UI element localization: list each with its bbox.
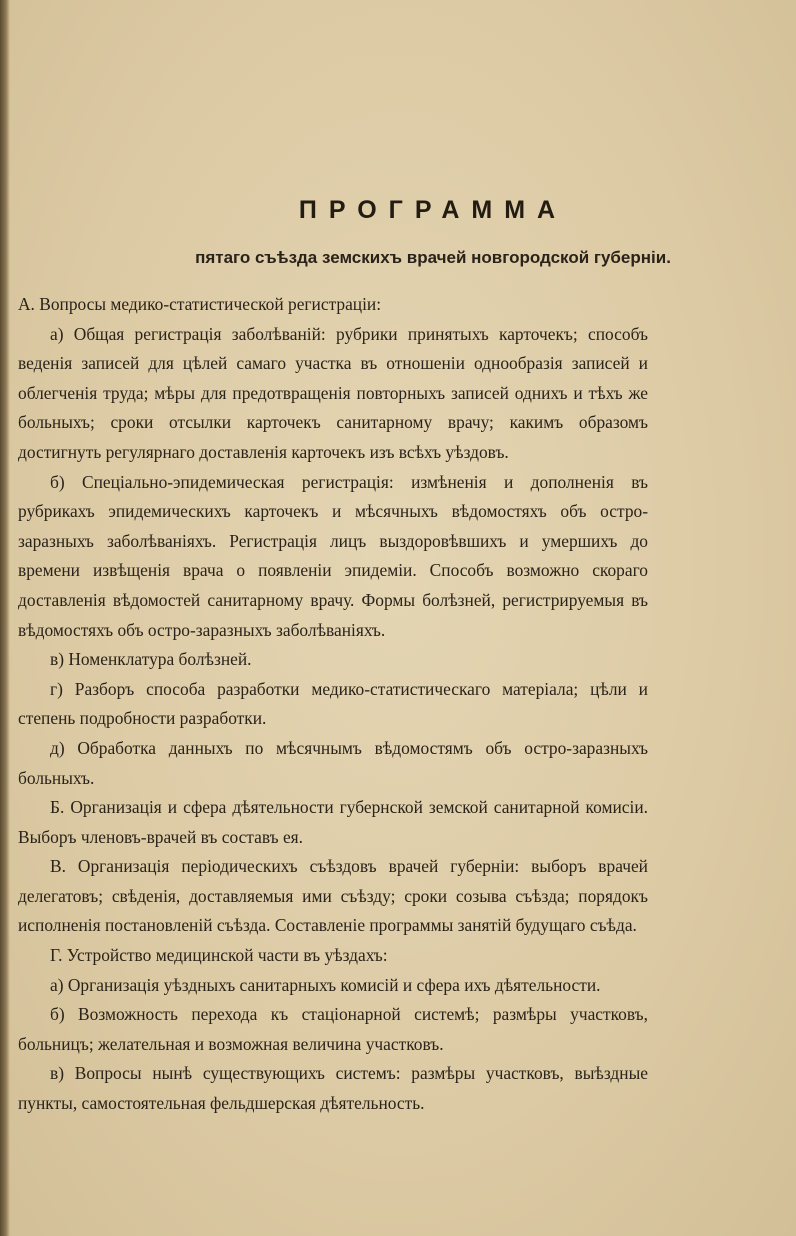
document-title: ПРОГРАММА (298, 196, 568, 224)
section-g-item-b: б) Возможность перехода къ стаціонарной системѣ; размѣры участковъ, больницъ; желательная и возможная величина участковъ. (18, 1004, 648, 1054)
section-a-item-a: а) Общая регистрація заболѣваній: рубрики принятыхъ карточекъ; способъ веденія записей для цѣлей самаго участка въ отношеніи однообразія записей и облегченія труда; мѣры для предотвращенія повторныхъ записей однихъ и тѣхъ же больныхъ; сроки отсылки карточекъ санитарному врачу; какимъ образомъ достигнуть регулярнаго доставленія карточекъ изъ всѣхъ уѣздовъ. (18, 323, 648, 462)
section-a-item-v: в) Номенклатура болѣзней. (50, 649, 252, 670)
program-body (18, 290, 648, 1119)
section-a-item-g: г) Разборъ способа разработки медико-статистическаго матеріала; цѣли и степень подробности разработки. (18, 678, 648, 729)
section-g-item-a: а) Организація уѣздныхъ санитарныхъ комисій и сфера ихъ дѣятельности. (50, 974, 601, 995)
section-b: Б. Организація и сфера дѣятельности губернской земской санитарной комисіи. Выборъ членовъ-врачей въ составъ ея. (18, 797, 648, 847)
section-a-heading: А. Вопросы медико-статистической регистраціи: (18, 294, 382, 314)
binding-edge (0, 0, 10, 1236)
section-g-heading: Г. Устройство медицинской части въ уѣздахъ: (50, 945, 388, 966)
document-subtitle: пятаго съѣзда земскихъ врачей новгородской губерніи. (195, 248, 671, 267)
section-v: В. Организація періодическихъ съѣздовъ врачей губерніи: выборъ врачей делегатовъ; свѣденія, доставляемыя ими съѣзду; сроки созыва съѣзда; порядокъ исполненія постановленій съѣзда. Составленіе программы занятій будущаго съѣда. (18, 856, 648, 936)
section-a-item-b: б) Спеціально-эпидемическая регистрація: измѣненія и дополненія въ рубрикахъ эпидемическихъ карточекъ и мѣсячныхъ вѣдомостяхъ объ остро-заразныхъ заболѣваніяхъ. Регистрація лицъ выздоровѣвшихъ и умершихъ до времени извѣщенія врача о появленіи эпидеміи. Способъ возможно скораго доставленія вѣдомостей санитарному врачу. Формы болѣзней, регистрируемыя въ вѣдомостяхъ объ остро-заразныхъ заболѣваніяхъ. (18, 471, 648, 640)
section-g-item-v: в) Вопросы нынѣ существующихъ системъ: размѣры участковъ, выѣздные пункты, самостоятельная фельдшерская дѣятельность. (18, 1063, 648, 1114)
section-a-item-d: д) Обработка данныхъ по мѣсячнымъ вѣдомостямъ объ остро-заразныхъ больныхъ. (18, 737, 648, 788)
